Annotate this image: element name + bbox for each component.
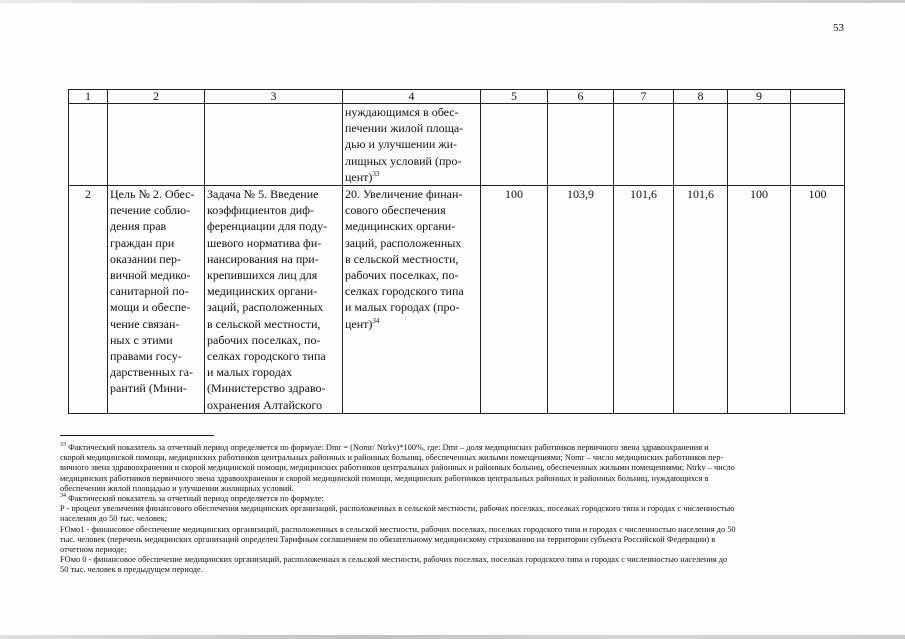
header-cell — [791, 90, 845, 104]
continuation-row — [69, 104, 845, 186]
text-line: Цель № 2. Обес- — [110, 187, 195, 202]
header-cell: 4 — [343, 90, 481, 104]
footnote-line: FOмо1 - финансовое обеспечение медицинских организаций, расположенных в сельской местности, рабочих поселках, поселках городского типа и городах с численностью населения до 50 — [60, 524, 736, 534]
text-line: дью и улучшении жи- — [345, 137, 458, 152]
text-line: чение связан- — [110, 316, 180, 331]
footnote-line: обеспечении жилой площадью и улучшении жилищных условий. — [60, 483, 294, 493]
text-line: заций, расположенных — [207, 300, 324, 315]
footnote-line: FOмо 0 - финансовое обеспечение медицинских организаций, расположенных в сельской местности, рабочих поселках, поселках городского типа и городах с численностью населения до — [60, 555, 728, 565]
text-line: лищных условий (про- — [345, 153, 462, 168]
footnote-line: 50 тыс. человек в предыдущем периоде. — [60, 565, 203, 575]
header-cell: 6 — [548, 90, 614, 104]
page-number: 53 — [833, 22, 844, 34]
text-line: мощи и обеспе- — [110, 300, 191, 315]
text-line: ференциации для поду- — [207, 219, 328, 234]
text-line: санитарной по- — [110, 284, 189, 299]
header-cell: 1 — [69, 90, 108, 104]
footnote-line: вичного звена здравоохранения и скорой медицинской помощи, медицинских работников центральных районных и районных больниц, обеспеченных жилыми помещениями; Ntrkv – число — [60, 463, 735, 473]
value-cell: 100 — [791, 186, 845, 414]
footnote-mark: 33 — [60, 442, 66, 449]
text-line: селках городского типа — [345, 284, 464, 299]
text-line: печение соблю- — [110, 203, 191, 218]
text-line: вичной медико- — [110, 268, 191, 283]
text-line: селках городского типа — [207, 349, 326, 364]
footnote-line: скорой медицинской помощи, медицинских работников центральных районных и районных больниц, обеспеченных жилыми помещениями; Nomr – число медицинских работников пер- — [60, 453, 724, 463]
footnote-line: медицинских работников первичного звена здравоохранения и скорой медицинской помощи, медицинских работников центральных районных и районных больниц, нуждающихся в — [60, 473, 709, 483]
value-cell: 100 — [728, 186, 791, 414]
indicator-cell — [343, 186, 481, 414]
value-cell: 100 — [481, 186, 548, 414]
text-line: дарственных га- — [110, 365, 194, 380]
footnote-reference: 33 — [372, 169, 380, 178]
header-row — [69, 90, 845, 104]
goal-cell — [108, 186, 205, 414]
text-line: печении жилой площа- — [345, 121, 464, 136]
text-line: в сельской местности, — [345, 251, 459, 266]
footnote-line: P - процент увеличения финансового обеспечения медицинских организаций, расположенных в сельской местности, рабочих поселках, поселках городского типа и городах с численностью — [60, 504, 735, 514]
text-line: рантий (Мини- — [110, 381, 187, 396]
indicators-table — [68, 89, 845, 414]
text-line: Задача № 5. Введение — [207, 187, 319, 202]
text-line: медицинских органи- — [207, 284, 318, 299]
continuation-indicator-cell — [343, 104, 481, 186]
text-line: ных с этими — [110, 332, 173, 347]
text-line: нансирования на при- — [207, 251, 319, 266]
header-cell: 7 — [614, 90, 674, 104]
scan-edge-top — [0, 0, 905, 3]
text-line: граждан при — [110, 235, 175, 250]
footnote-separator — [60, 435, 214, 436]
footnote-34 — [60, 494, 830, 576]
text-line: цент)$^{33}$ — [345, 169, 380, 184]
text-line: нуждающимся в обес- — [345, 105, 459, 119]
text-line: коэффициентов диф- — [207, 203, 314, 218]
continuation-indicator-text — [345, 104, 478, 185]
value-cell: 101,6 — [614, 186, 674, 414]
text-line: медицинских органи- — [345, 219, 456, 234]
goal-text — [110, 186, 202, 397]
text-line: цент)$^{34}$ — [345, 316, 380, 331]
footnote-line: тыс. человек (перечень медицинских организаций определен Тарифным соглашением по обязательному медицинскому страхованию на территории субъекта Российской Федерации) в — [60, 534, 716, 544]
text-line: и малых городах (про- — [345, 300, 460, 315]
text-line: правами госу- — [110, 349, 182, 364]
footnote-33 — [60, 443, 830, 494]
header-cell: 9 — [728, 90, 791, 104]
footnote-reference: 34 — [372, 316, 380, 325]
header-cell: 8 — [674, 90, 728, 104]
indicator-text — [345, 186, 478, 332]
footnote-line: $^{33}$ Фактический показатель за отчетный период определяется по формуле: Dmr = (Nomr/ Ntrkv)*100%, где: Dmr – доля медицинских работников первичного звена здравоохранения и — [60, 442, 709, 452]
text-line: крепившихся лиц для — [207, 268, 318, 283]
text-line: рабочих поселках, по- — [345, 268, 459, 283]
text-line: в сельской местности, — [207, 316, 321, 331]
footnote-mark: 34 — [60, 493, 66, 500]
footnote-line: отчетном периоде; — [60, 545, 127, 555]
table-row — [69, 186, 845, 414]
header-cell: 2 — [108, 90, 205, 104]
value-cell: 101,6 — [674, 186, 728, 414]
text-line: оказании пер- — [110, 251, 182, 266]
footnote-line: $^{34}$ Фактический показатель за отчетный период определяется по формуле: — [60, 493, 324, 504]
text-line: рабочих поселках, по- — [207, 332, 321, 347]
row-number: 2 — [69, 186, 108, 414]
value-cell: 103,9 — [548, 186, 614, 414]
text-line: и малых городах — [207, 365, 293, 380]
text-line: (Министерство здраво- — [207, 381, 326, 396]
footnote-line: населения до 50 тыс. человек; — [60, 514, 168, 524]
header-cell: 5 — [481, 90, 548, 104]
text-line: дения прав — [110, 219, 167, 234]
text-line: сового обеспечения — [345, 203, 446, 218]
header-cell: 3 — [205, 90, 343, 104]
text-line: 20. Увеличение финан- — [345, 187, 463, 202]
task-text — [207, 186, 340, 413]
footnotes — [60, 443, 830, 576]
task-cell — [205, 186, 343, 414]
text-line: шевого норматива фи- — [207, 235, 322, 250]
text-line: заций, расположенных — [345, 235, 462, 250]
text-line: охранения Алтайского — [207, 397, 323, 412]
scan-edge-bottom — [0, 635, 905, 639]
